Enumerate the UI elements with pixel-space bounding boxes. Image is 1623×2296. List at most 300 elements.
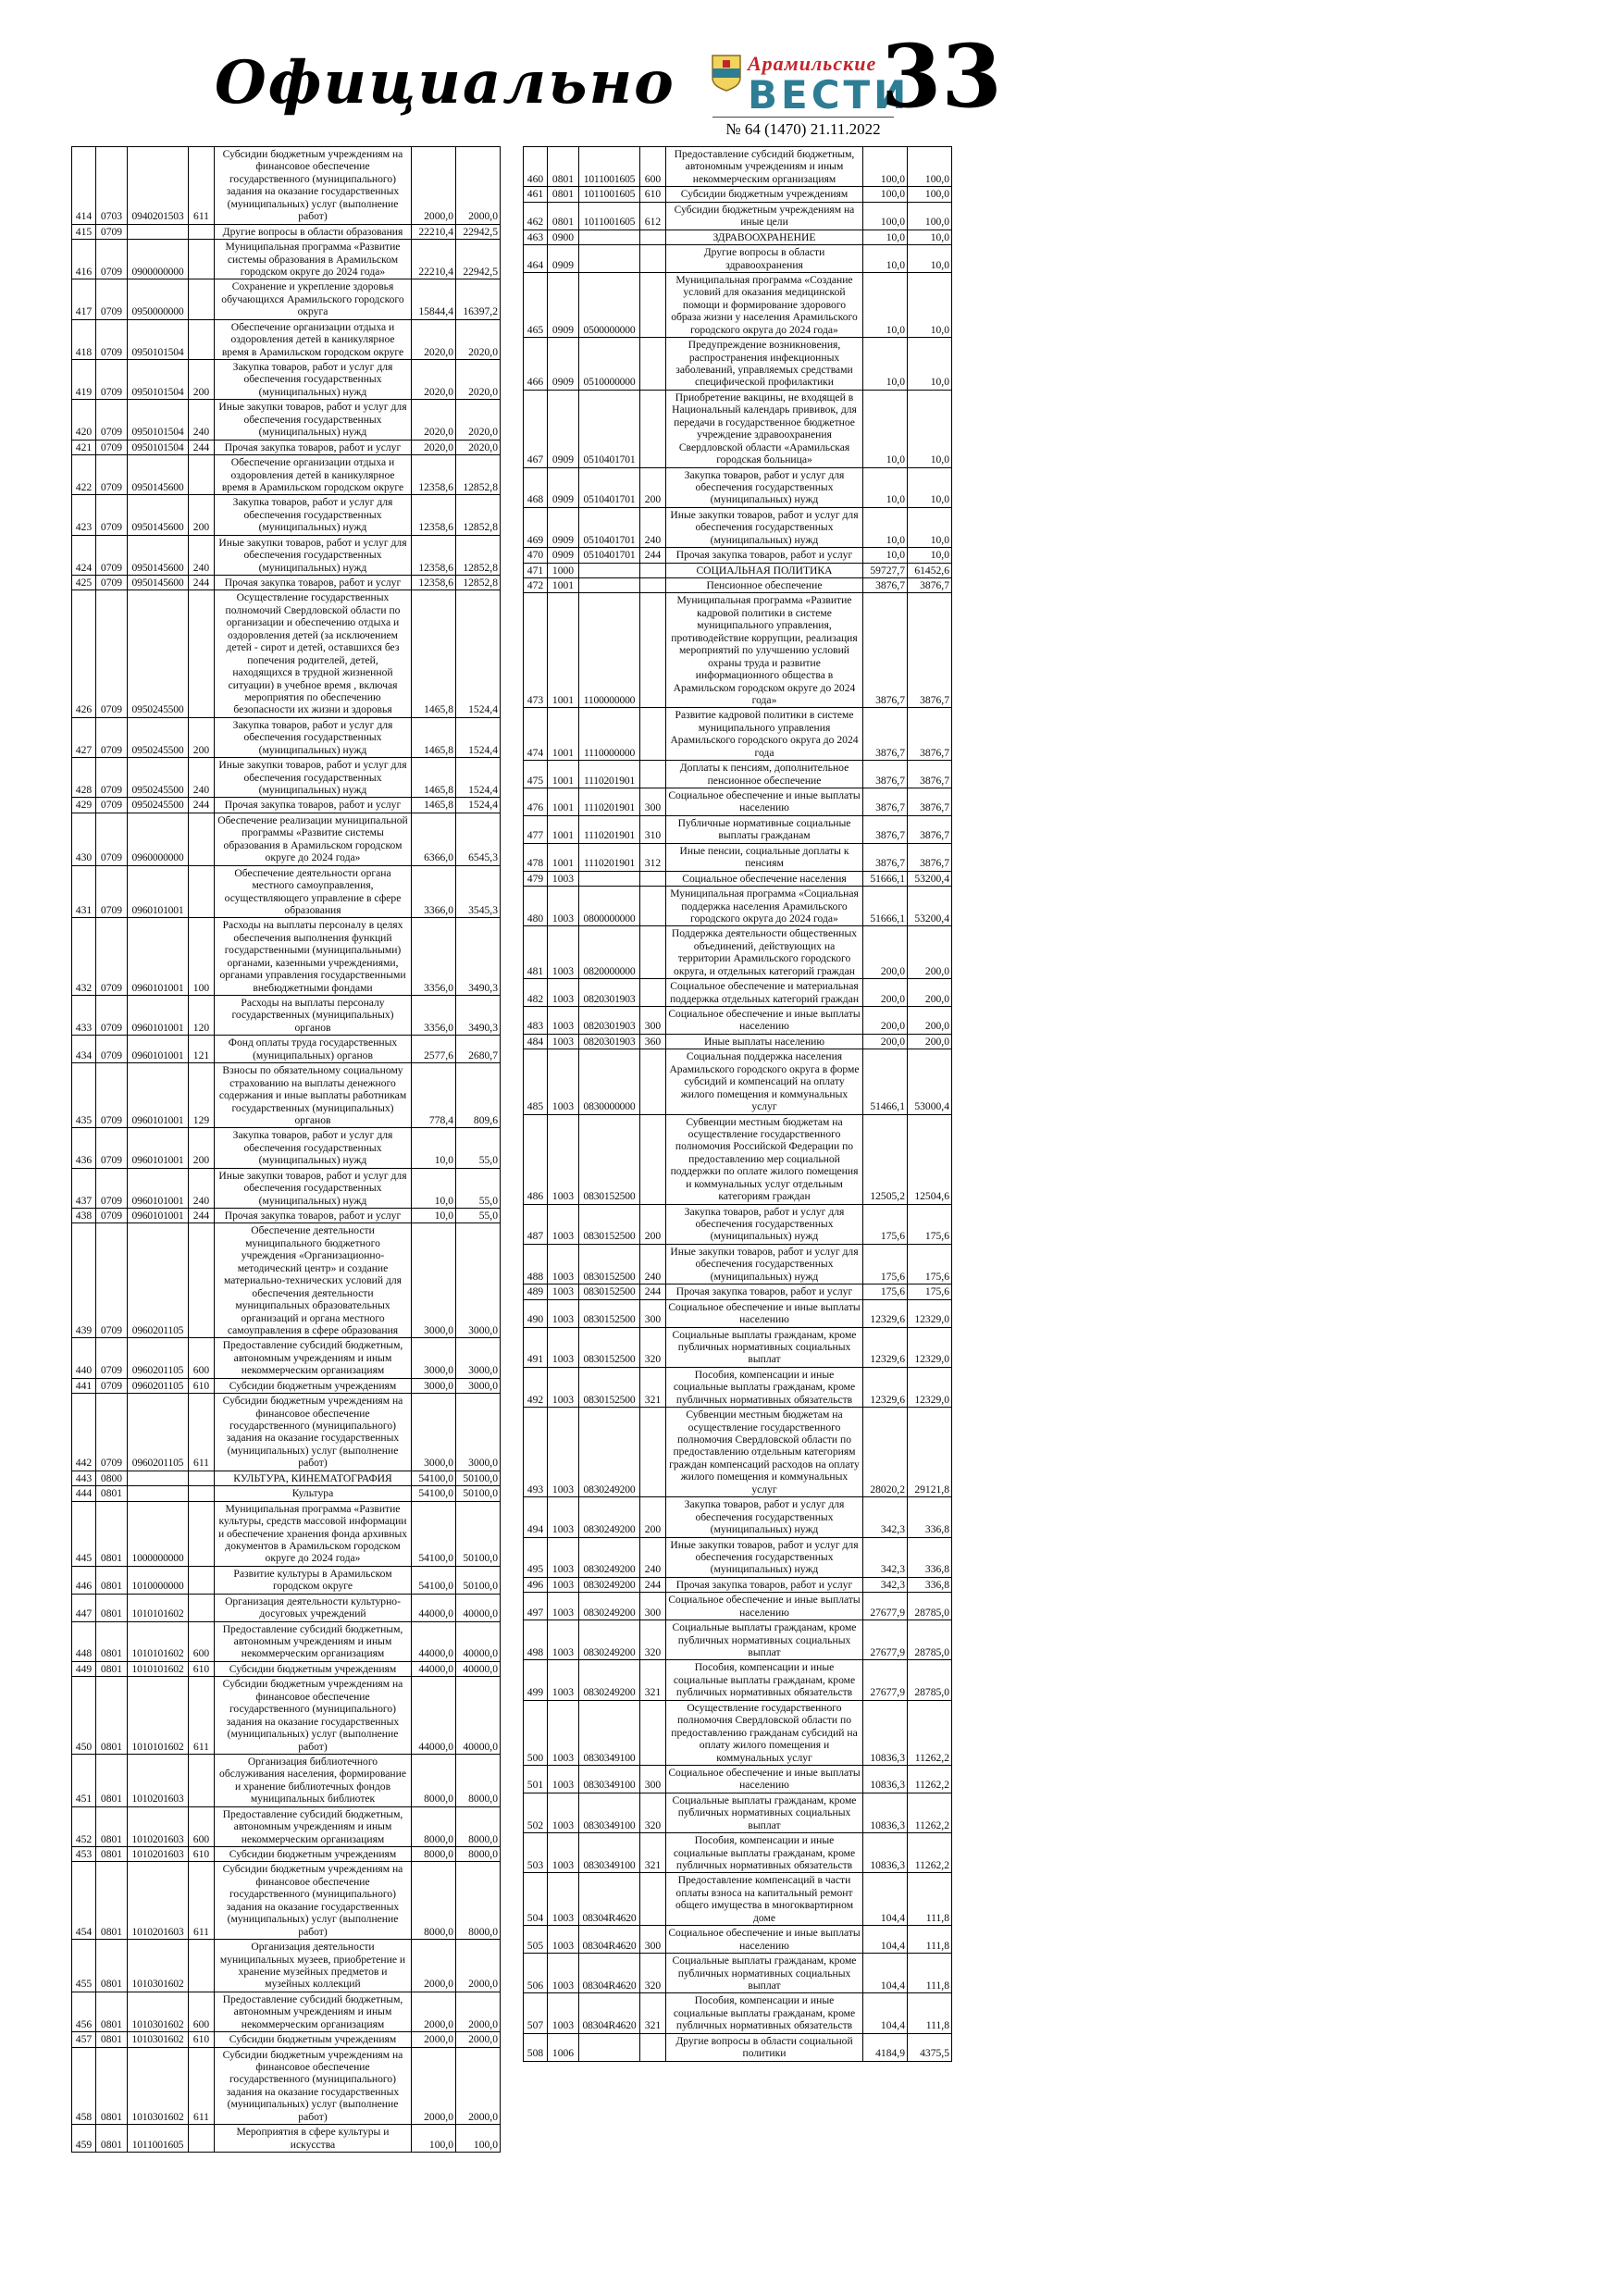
row-number: 422 <box>72 455 96 495</box>
target-article-code <box>579 578 640 593</box>
expense-type-code: 244 <box>189 798 215 813</box>
amount-year1: 2020,0 <box>412 360 456 400</box>
row-number: 473 <box>524 593 548 708</box>
section-code: 1003 <box>548 1244 579 1284</box>
target-article-code: 1011001605 <box>128 2125 189 2153</box>
table-row <box>72 918 501 996</box>
target-article-code: 1010101602 <box>128 1661 189 1676</box>
row-number: 445 <box>72 1501 96 1566</box>
table-row <box>72 865 501 918</box>
expense-type-code: 321 <box>640 1367 666 1407</box>
target-article-code: 0820301903 <box>579 1034 640 1049</box>
table-row <box>72 224 501 239</box>
section-code: 0801 <box>96 1754 128 1806</box>
row-number: 475 <box>524 761 548 788</box>
target-article-code: 0830152500 <box>579 1299 640 1327</box>
amount-year2: 4375,5 <box>908 2033 952 2061</box>
expense-type-code: 320 <box>640 1620 666 1660</box>
section-code: 0900 <box>548 230 579 244</box>
table-row <box>524 1993 952 2033</box>
section-code: 1001 <box>548 788 579 816</box>
expense-name: Иные закупки товаров, работ и услуг для обеспечения государственных (муниципальных) нужд <box>215 758 412 798</box>
expense-name: Социальное обеспечение и иные выплаты населению <box>666 1007 863 1035</box>
amount-year1: 10,0 <box>863 230 908 244</box>
amount-year2: 175,6 <box>908 1244 952 1284</box>
table-row <box>72 1847 501 1862</box>
table-row <box>72 535 501 575</box>
amount-year2: 3490,3 <box>456 918 501 996</box>
target-article-code: 0830152500 <box>579 1204 640 1244</box>
row-number: 476 <box>524 788 548 816</box>
amount-year1: 10,0 <box>863 338 908 391</box>
amount-year1: 342,3 <box>863 1537 908 1577</box>
expense-name: Развитие кадровой политики в системе муниципального управления Арамильского городского округа до 2024 года <box>666 708 863 761</box>
amount-year2: 2020,0 <box>456 360 501 400</box>
amount-year1: 12358,6 <box>412 576 456 590</box>
section-code: 0801 <box>548 202 579 230</box>
expense-name: Субсидии бюджетным учреждениям <box>666 187 863 202</box>
table-row <box>524 1285 952 1299</box>
target-article-code: 1010000000 <box>128 1566 189 1594</box>
amount-year2: 16397,2 <box>456 279 501 319</box>
expense-type-code: 320 <box>640 1793 666 1832</box>
section-code: 1003 <box>548 1114 579 1204</box>
target-article-code <box>128 1486 189 1501</box>
target-article-code: 0510401701 <box>579 507 640 547</box>
amount-year2: 2020,0 <box>456 440 501 454</box>
table-row <box>524 1244 952 1284</box>
amount-year2: 50100,0 <box>456 1471 501 1485</box>
expense-name: Субсидии бюджетным учреждениям на финансовое обеспечение государственного (муниципального) задания на оказание государственных (муниципальных) услуг (выполнение работ) <box>215 2047 412 2125</box>
table-row <box>72 360 501 400</box>
expense-type-code: 310 <box>640 815 666 843</box>
row-number: 451 <box>72 1754 96 1806</box>
expense-name: Приобретение вакцины, не входящей в Национальный календарь прививок, для передачи в государственное бюджетное учреждение здравоохранения Свердловской области «Арамильская городская больница» <box>666 390 863 467</box>
amount-year2: 100,0 <box>456 2125 501 2153</box>
table-row <box>524 1577 952 1592</box>
expense-type-code <box>189 224 215 239</box>
amount-year1: 12505,2 <box>863 1114 908 1204</box>
amount-year2: 11262,2 <box>908 1833 952 1873</box>
expense-name: Социальная поддержка населения Арамильского городского округа в форме субсидий и компенсаций на оплату жилого помещения и коммунальных услуг <box>666 1049 863 1114</box>
row-number: 497 <box>524 1593 548 1620</box>
amount-year1: 3356,0 <box>412 918 456 996</box>
expense-type-code: 244 <box>189 440 215 454</box>
expense-name: Другие вопросы в области образования <box>215 224 412 239</box>
table-row <box>72 1594 501 1621</box>
section-code: 0709 <box>96 279 128 319</box>
target-article-code: 0500000000 <box>579 272 640 337</box>
target-article-code: 0510401701 <box>579 390 640 467</box>
expense-type-code: 610 <box>640 187 666 202</box>
target-article-code: 0830152500 <box>579 1244 640 1284</box>
expense-name: Мероприятия в сфере культуры и искусства <box>215 2125 412 2153</box>
row-number: 502 <box>524 1793 548 1832</box>
expense-name: Прочая закупка товаров, работ и услуг <box>666 1577 863 1592</box>
amount-year1: 12358,6 <box>412 455 456 495</box>
row-number: 465 <box>524 272 548 337</box>
expense-type-code: 611 <box>189 1862 215 1940</box>
amount-year1: 22210,4 <box>412 240 456 279</box>
target-article-code: 0830349100 <box>579 1765 640 1793</box>
row-number: 456 <box>72 1992 96 2031</box>
expense-name: Субвенции местным бюджетам на осуществление государственного полномочия Свердловской области по предоставлению отдельным категориям граждан компенсаций расходов на оплату жилого помещения и коммунальных услуг <box>666 1408 863 1497</box>
target-article-code: 0950145600 <box>128 495 189 535</box>
row-number: 477 <box>524 815 548 843</box>
row-number: 507 <box>524 1993 548 2033</box>
section-code: 0709 <box>96 455 128 495</box>
amount-year2: 111,8 <box>908 1993 952 2033</box>
expense-type-code: 200 <box>189 1128 215 1168</box>
table-row <box>72 2125 501 2153</box>
section-code: 0801 <box>96 1621 128 1661</box>
amount-year2: 336,8 <box>908 1497 952 1537</box>
amount-year2: 2000,0 <box>456 1940 501 1992</box>
target-article-code: 0960201105 <box>128 1338 189 1378</box>
amount-year1: 10,0 <box>412 1209 456 1223</box>
expense-type-code <box>189 1486 215 1501</box>
table-row <box>72 147 501 225</box>
target-article-code: 1110000000 <box>579 708 640 761</box>
section-code: 0709 <box>96 440 128 454</box>
row-number: 415 <box>72 224 96 239</box>
table-row <box>524 1593 952 1620</box>
page-title: Официально <box>215 48 675 118</box>
amount-year1: 10,0 <box>412 1128 456 1168</box>
row-number: 457 <box>72 2032 96 2047</box>
amount-year2: 2000,0 <box>456 1992 501 2031</box>
expense-type-code: 300 <box>640 788 666 816</box>
row-number: 488 <box>524 1244 548 1284</box>
expense-name: Закупка товаров, работ и услуг для обеспечения государственных (муниципальных) нужд <box>215 1128 412 1168</box>
amount-year2: 12852,8 <box>456 495 501 535</box>
expense-type-code: 600 <box>640 147 666 187</box>
section-code: 1003 <box>548 926 579 979</box>
section-code: 0709 <box>96 319 128 359</box>
target-article-code: 0960101001 <box>128 1036 189 1063</box>
amount-year1: 104,4 <box>863 1873 908 1926</box>
expense-type-code <box>189 279 215 319</box>
table-row <box>524 887 952 926</box>
section-code: 0801 <box>548 187 579 202</box>
amount-year2: 12329,0 <box>908 1299 952 1327</box>
expense-type-code <box>640 563 666 577</box>
row-number: 493 <box>524 1408 548 1497</box>
amount-year2: 10,0 <box>908 245 952 273</box>
amount-year2: 3876,7 <box>908 815 952 843</box>
amount-year1: 28020,2 <box>863 1408 908 1497</box>
amount-year1: 3876,7 <box>863 708 908 761</box>
amount-year2: 22942,5 <box>456 240 501 279</box>
expense-name: Социальное обеспечение населения <box>666 871 863 886</box>
expense-name: Муниципальная программа «Социальная поддержка населения Арамильского городского округа до 2024 года» <box>666 887 863 926</box>
expense-type-code: 129 <box>189 1063 215 1128</box>
section-code: 1003 <box>548 1204 579 1244</box>
expense-name: Социальное обеспечение и иные выплаты населению <box>666 1765 863 1793</box>
table-row <box>72 240 501 279</box>
expense-type-code <box>189 240 215 279</box>
amount-year2: 200,0 <box>908 926 952 979</box>
expense-name: Закупка товаров, работ и услуг для обеспечения государственных (муниципальных) нужд <box>666 1497 863 1537</box>
table-row <box>524 708 952 761</box>
budget-table-right-column <box>523 146 952 2062</box>
section-code: 1003 <box>548 1299 579 1327</box>
amount-year1: 2577,6 <box>412 1036 456 1063</box>
amount-year2: 53200,4 <box>908 887 952 926</box>
target-article-code: 0950245500 <box>128 717 189 757</box>
expense-name: Расходы на выплаты персоналу государственных (муниципальных) органов <box>215 996 412 1036</box>
amount-year1: 3000,0 <box>412 1223 456 1338</box>
amount-year2: 2020,0 <box>456 400 501 440</box>
target-article-code <box>579 563 640 577</box>
row-number: 440 <box>72 1338 96 1378</box>
expense-name: Пенсионное обеспечение <box>666 578 863 593</box>
row-number: 458 <box>72 2047 96 2125</box>
amount-year1: 1465,8 <box>412 798 456 813</box>
section-code: 0909 <box>548 272 579 337</box>
amount-year1: 51666,1 <box>863 887 908 926</box>
target-article-code: 0830152500 <box>579 1114 640 1204</box>
amount-year2: 11262,2 <box>908 1793 952 1832</box>
section-code: 1003 <box>548 1954 579 1993</box>
amount-year2: 111,8 <box>908 1926 952 1954</box>
row-number: 432 <box>72 918 96 996</box>
expense-name: Субсидии бюджетным учреждениям на финансовое обеспечение государственного (муниципального) задания на оказание государственных (муниципальных) услуг (выполнение работ) <box>215 1862 412 1940</box>
amount-year2: 100,0 <box>908 187 952 202</box>
table-row <box>524 815 952 843</box>
section-code: 0801 <box>548 147 579 187</box>
row-number: 471 <box>524 563 548 577</box>
table-row <box>72 1338 501 1378</box>
amount-year1: 100,0 <box>863 202 908 230</box>
amount-year2: 175,6 <box>908 1204 952 1244</box>
amount-year2: 12329,0 <box>908 1327 952 1367</box>
amount-year1: 3000,0 <box>412 1338 456 1378</box>
amount-year2: 2000,0 <box>456 2047 501 2125</box>
target-article-code: 1100000000 <box>579 593 640 708</box>
table-row <box>524 871 952 886</box>
expense-type-code <box>189 1940 215 1992</box>
amount-year2: 1524,4 <box>456 590 501 717</box>
section-code: 1001 <box>548 708 579 761</box>
section-code: 0801 <box>96 2125 128 2153</box>
expense-name: Закупка товаров, работ и услуг для обеспечения государственных (муниципальных) нужд <box>215 360 412 400</box>
table-row <box>524 1765 952 1793</box>
row-number: 425 <box>72 576 96 590</box>
section-code: 1001 <box>548 593 579 708</box>
row-number: 460 <box>524 147 548 187</box>
table-row <box>524 1700 952 1765</box>
amount-year2: 336,8 <box>908 1577 952 1592</box>
row-number: 466 <box>524 338 548 391</box>
row-number: 443 <box>72 1471 96 1485</box>
row-number: 469 <box>524 507 548 547</box>
table-row <box>524 548 952 563</box>
amount-year1: 12329,6 <box>863 1327 908 1367</box>
amount-year2: 2000,0 <box>456 2032 501 2047</box>
amount-year1: 10836,3 <box>863 1833 908 1873</box>
amount-year2: 3000,0 <box>456 1338 501 1378</box>
amount-year2: 336,8 <box>908 1537 952 1577</box>
row-number: 478 <box>524 843 548 871</box>
row-number: 424 <box>72 535 96 575</box>
amount-year2: 55,0 <box>456 1128 501 1168</box>
amount-year2: 175,6 <box>908 1285 952 1299</box>
issue-date: № 64 (1470) 21.11.2022 <box>712 117 894 139</box>
table-row <box>524 563 952 577</box>
amount-year1: 51666,1 <box>863 871 908 886</box>
row-number: 430 <box>72 813 96 865</box>
target-article-code: 0510401701 <box>579 467 640 507</box>
section-code: 0709 <box>96 1223 128 1338</box>
amount-year2: 28785,0 <box>908 1620 952 1660</box>
row-number: 416 <box>72 240 96 279</box>
table-row <box>72 2047 501 2125</box>
row-number: 418 <box>72 319 96 359</box>
expense-name: Социальное обеспечение и иные выплаты населению <box>666 1299 863 1327</box>
table-row <box>72 1378 501 1393</box>
logo-name-bottom: ВЕСТИ <box>748 72 911 118</box>
expense-type-code: 200 <box>640 1497 666 1537</box>
section-code: 1003 <box>548 871 579 886</box>
target-article-code: 0830249200 <box>579 1537 640 1577</box>
amount-year2: 3000,0 <box>456 1378 501 1393</box>
table-row <box>72 758 501 798</box>
page-number: 33 <box>881 26 1002 128</box>
target-article-code: 1010101602 <box>128 1594 189 1621</box>
row-number: 494 <box>524 1497 548 1537</box>
amount-year2: 3876,7 <box>908 708 952 761</box>
amount-year1: 12358,6 <box>412 535 456 575</box>
expense-type-code: 610 <box>189 1847 215 1862</box>
expense-type-code: 200 <box>189 495 215 535</box>
section-code: 0709 <box>96 1378 128 1393</box>
amount-year1: 2020,0 <box>412 319 456 359</box>
row-number: 429 <box>72 798 96 813</box>
amount-year1: 175,6 <box>863 1244 908 1284</box>
expense-name: КУЛЬТУРА, КИНЕМАТОГРАФИЯ <box>215 1471 412 1485</box>
table-row <box>72 319 501 359</box>
row-number: 453 <box>72 1847 96 1862</box>
amount-year2: 2000,0 <box>456 147 501 225</box>
table-row <box>72 1754 501 1806</box>
table-row <box>524 338 952 391</box>
row-number: 487 <box>524 1204 548 1244</box>
amount-year1: 1465,8 <box>412 717 456 757</box>
amount-year2: 12852,8 <box>456 455 501 495</box>
target-article-code: 0900000000 <box>128 240 189 279</box>
target-article-code: 0950101504 <box>128 360 189 400</box>
expense-type-code <box>189 1566 215 1594</box>
expense-type-code: 610 <box>189 1378 215 1393</box>
target-article-code: 0830349100 <box>579 1700 640 1765</box>
amount-year1: 2020,0 <box>412 440 456 454</box>
table-row <box>524 245 952 273</box>
row-number: 499 <box>524 1660 548 1700</box>
amount-year1: 54100,0 <box>412 1501 456 1566</box>
section-code: 0709 <box>96 240 128 279</box>
amount-year2: 12329,0 <box>908 1367 952 1407</box>
amount-year1: 12358,6 <box>412 495 456 535</box>
amount-year2: 8000,0 <box>456 1754 501 1806</box>
amount-year1: 2000,0 <box>412 1940 456 1992</box>
amount-year2: 1524,4 <box>456 717 501 757</box>
amount-year2: 61452,6 <box>908 563 952 577</box>
row-number: 417 <box>72 279 96 319</box>
row-number: 455 <box>72 1940 96 1992</box>
row-number: 489 <box>524 1285 548 1299</box>
expense-name: Иные закупки товаров, работ и услуг для обеспечения государственных (муниципальных) нужд <box>666 507 863 547</box>
expense-type-code <box>640 1700 666 1765</box>
amount-year1: 3876,7 <box>863 815 908 843</box>
expense-name: Социальные выплаты гражданам, кроме публичных нормативных социальных выплат <box>666 1620 863 1660</box>
table-row <box>524 1114 952 1204</box>
expense-name: Предоставление субсидий бюджетным, автономным учреждениям и иным некоммерческим организациям <box>215 1338 412 1378</box>
target-article-code: 1011001605 <box>579 187 640 202</box>
section-code: 0709 <box>96 798 128 813</box>
target-article-code: 0950101504 <box>128 319 189 359</box>
expense-name: Обеспечение реализации муниципальной программы «Развитие системы образования в Арамильском городском округе до 2024 года» <box>215 813 412 865</box>
table-row <box>72 1486 501 1501</box>
expense-type-code: 200 <box>640 467 666 507</box>
target-article-code <box>579 230 640 244</box>
expense-type-code <box>189 1754 215 1806</box>
section-code: 0801 <box>96 2032 128 2047</box>
amount-year1: 8000,0 <box>412 1862 456 1940</box>
target-article-code: 0960101001 <box>128 1063 189 1128</box>
row-number: 414 <box>72 147 96 225</box>
expense-type-code <box>640 887 666 926</box>
row-number: 450 <box>72 1677 96 1755</box>
table-row <box>524 593 952 708</box>
expense-name: Иные выплаты населению <box>666 1034 863 1049</box>
table-row <box>72 1168 501 1208</box>
table-row <box>524 1954 952 1993</box>
target-article-code: 0960101001 <box>128 865 189 918</box>
amount-year1: 27677,9 <box>863 1660 908 1700</box>
expense-name: Взносы по обязательному социальному страхованию на выплаты денежного содержания и иные выплаты работникам государственных (муниципальных) органов <box>215 1063 412 1128</box>
expense-type-code: 610 <box>189 1661 215 1676</box>
amount-year1: 200,0 <box>863 979 908 1007</box>
expense-type-code <box>640 338 666 391</box>
expense-name: Социальные выплаты гражданам, кроме публичных нормативных социальных выплат <box>666 1327 863 1367</box>
amount-year1: 22210,4 <box>412 224 456 239</box>
expense-name: Предоставление субсидий бюджетным, автономным учреждениям и иным некоммерческим организациям <box>215 1992 412 2031</box>
expense-type-code: 312 <box>640 843 666 871</box>
target-article-code <box>128 224 189 239</box>
table-row <box>72 1862 501 1940</box>
row-number: 464 <box>524 245 548 273</box>
expense-name: Обеспечение организации отдыха и оздоровления детей в каникулярное время в Арамильском городском округе <box>215 319 412 359</box>
amount-year2: 8000,0 <box>456 1847 501 1862</box>
section-code: 1003 <box>548 1537 579 1577</box>
expense-type-code: 300 <box>640 1593 666 1620</box>
section-code: 1003 <box>548 1577 579 1592</box>
expense-name: Предоставление субсидий бюджетным, автономным учреждениям и иным некоммерческим организациям <box>666 147 863 187</box>
section-code: 1003 <box>548 1793 579 1832</box>
row-number: 491 <box>524 1327 548 1367</box>
target-article-code: 1010201603 <box>128 1806 189 1846</box>
table-row <box>524 1327 952 1367</box>
table-row <box>524 147 952 187</box>
table-row <box>72 1621 501 1661</box>
section-code: 0801 <box>96 1940 128 1992</box>
row-number: 468 <box>524 467 548 507</box>
row-number: 480 <box>524 887 548 926</box>
section-code: 0709 <box>96 224 128 239</box>
table-row <box>524 1833 952 1873</box>
budget-table-left-column <box>71 146 501 2153</box>
